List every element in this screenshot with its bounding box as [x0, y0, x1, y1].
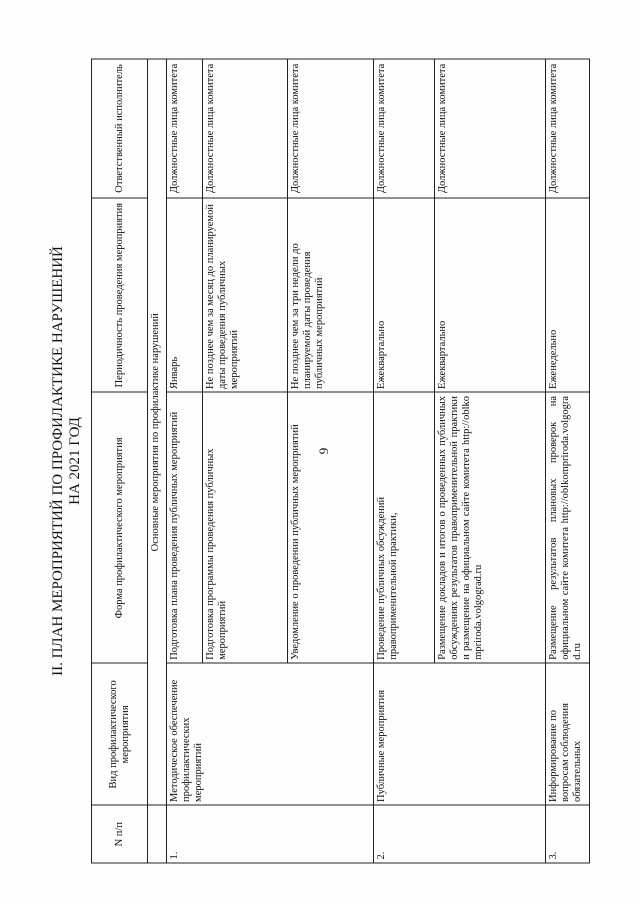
row-period: Не позднее чем за три недели до планируемой даты проведения публичных мероприятий [288, 198, 374, 393]
row-type: Методическое обеспечение профилактических мероприятий [167, 663, 374, 805]
section-row [148, 59, 167, 863]
row-num: 1. [167, 805, 374, 863]
row-responsible: Должностные лица комитета [374, 59, 435, 198]
row-period: Ежеквартально [435, 198, 546, 393]
row-form-cell [546, 392, 590, 663]
row-period: Не позднее чем за месяц до планируемой даты проведения публичных мероприятий [202, 198, 288, 393]
section-title: Основные мероприятия по профилактике нарушений [148, 59, 167, 805]
header-num: N п/п [92, 805, 148, 863]
row-form: Подготовка плана проведения публичных мероприятий [167, 392, 203, 663]
row-responsible: Должностные лица комитета [435, 59, 546, 198]
rotated-sheet [50, 59, 590, 864]
header-period: Периодичность проведения мероприятия [92, 198, 148, 393]
row-form: Уведомление о проведении публичных мероприятий [288, 392, 374, 663]
table-row [546, 59, 590, 863]
row-type: Информирование по вопросам соблюдения обязательных [546, 663, 590, 805]
row-period: Еженедельно [546, 198, 590, 393]
row-form: Размещение докладов и итогов о проведенных публичных обсуждениях результатов правоприменительной практики и размещение на официальном сайте комитета [437, 395, 472, 660]
table-header-row [92, 59, 148, 863]
row-form: Проведение публичных обсуждений правоприменительной практики, [374, 392, 435, 663]
row-num: 3. [546, 805, 590, 863]
row-responsible: Должностные лица комитета [288, 59, 374, 198]
row-form: Размещение результатов плановых проверок на официальном сайте комитета [548, 395, 571, 660]
row-form-cell [435, 392, 546, 663]
row-period: Январь [167, 198, 203, 393]
measures-table [91, 59, 590, 864]
table-row [167, 59, 203, 863]
site-link[interactable]: http://oblkompriroda.volgograd.ru [560, 395, 583, 660]
page-number: 9 [316, 447, 331, 455]
row-form: Подготовка программы проведения публичных мероприятий [202, 392, 288, 663]
row-num: 2. [374, 805, 546, 863]
site-link[interactable]: http://oblkompriroda.volgograd.ru [461, 395, 484, 660]
row-responsible: Должностные лица комитета [546, 59, 590, 198]
document-title [50, 59, 84, 864]
row-responsible: Должностные лица комитета [202, 59, 288, 198]
row-responsible: Должностные лица комитета [167, 59, 203, 198]
title-line-1: II. ПЛАН МЕРОПРИЯТИЙ ПО ПРОФИЛАКТИКЕ НАРУШЕНИЙ [50, 246, 66, 676]
row-type: Публичные мероприятия [374, 663, 546, 805]
header-form: Форма профилактического мероприятия [92, 392, 148, 663]
header-type: Вид профилактического мероприятия [92, 663, 148, 805]
header-responsible: Ответственный исполнитель [92, 59, 148, 198]
title-line-2: НА 2021 ГОД [67, 417, 83, 505]
row-period: Ежеквартально [374, 198, 435, 393]
table-row [374, 59, 435, 863]
